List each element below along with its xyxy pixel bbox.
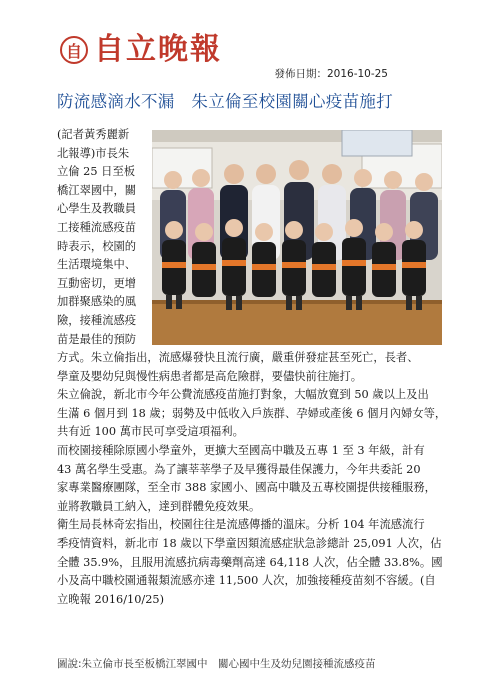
- photo-caption: 圖說:朱立倫市長至板橋江翠國中 關心國中生及幼兒園接種流感疫苗: [57, 658, 376, 670]
- publish-date: 發佈日期：2016-10-25: [274, 68, 388, 80]
- article-line: 43 萬名學生受惠。為了讓莘莘學子及早獲得最佳保護力，今年共委託 20: [57, 462, 421, 476]
- article-line: 並將教職員工納入，達到群體免疫效果。: [57, 499, 261, 513]
- article-line: 加群聚感染的風: [57, 295, 137, 309]
- article-line: 苗是最佳的預防: [57, 332, 137, 346]
- article-line: 立倫 25 日至板: [57, 165, 136, 179]
- article-line: 小及高中職校園通報類流感亦達 11,500 人次，加強接種疫苗刻不容緩。(自: [57, 574, 436, 588]
- newspaper-brand-name: 自立晚報: [94, 32, 222, 67]
- article-line: 互動密切，更增: [57, 276, 137, 290]
- article-line: 共有近 100 萬市民可享受這項福利。: [57, 425, 244, 439]
- masthead: [60, 30, 222, 70]
- article-line: 時表示，校園的: [57, 239, 137, 253]
- article-line: 生滿 6 個月到 18 歲；弱勢及中低收入戶族群、孕婦或產後 6 個月內婦女等，: [57, 406, 447, 420]
- article-line: 全體 35.9%，且服用流感抗病毒藥劑高達 64,118 人次，佔全體 33.8%。國: [57, 555, 443, 569]
- article-line: 心學生及教職員: [57, 202, 137, 216]
- newspaper-seal-logo: 自: [60, 36, 88, 64]
- article-intro-column: [57, 126, 149, 349]
- article-photo: [152, 130, 442, 345]
- article-body: [57, 349, 452, 609]
- article-line: 朱立倫說，新北市今年公費流感疫苗施打對象，大幅放寬到 50 歲以上及出: [57, 388, 429, 402]
- article-line: 衛生局長林奇宏指出，校園往往是流感傳播的溫床。分析 104 年流感流行: [57, 518, 425, 532]
- article-line: 險，接種流感疫: [57, 313, 137, 327]
- article-line: 立晚報 2016/10/25): [57, 592, 165, 606]
- article-line: (記者黃秀麗新: [57, 128, 130, 141]
- article-line: 工接種流感疫苗: [57, 220, 137, 234]
- article-line: 學童及嬰幼兒與慢性病患者都是高危險群，要儘快前往施打。: [57, 369, 363, 383]
- article-line: 方式。朱立倫指出，流感爆發快且流行廣，嚴重併發症甚至死亡，長者、: [57, 351, 419, 364]
- article-line: 家專業醫療團隊，至全市 388 家國小、國高中職及五專校園提供接種服務，: [57, 481, 436, 495]
- article-line: 而校園接種除原國小學童外，更擴大至國高中職及五專 1 至 3 年級，計有: [57, 443, 425, 457]
- article-line: 橋江翠國中，關: [57, 183, 137, 197]
- article-line: 北報導)市長朱: [57, 146, 130, 160]
- article-headline: 防流感滴水不漏 朱立倫至校園關心疫苗施打: [57, 92, 393, 111]
- article-line: 生活環境集中、: [57, 258, 137, 272]
- article-line: 季疫情資料，新北市 18 歲以下學童因類流感症狀急診總計 25,091 人次，佔: [57, 536, 442, 550]
